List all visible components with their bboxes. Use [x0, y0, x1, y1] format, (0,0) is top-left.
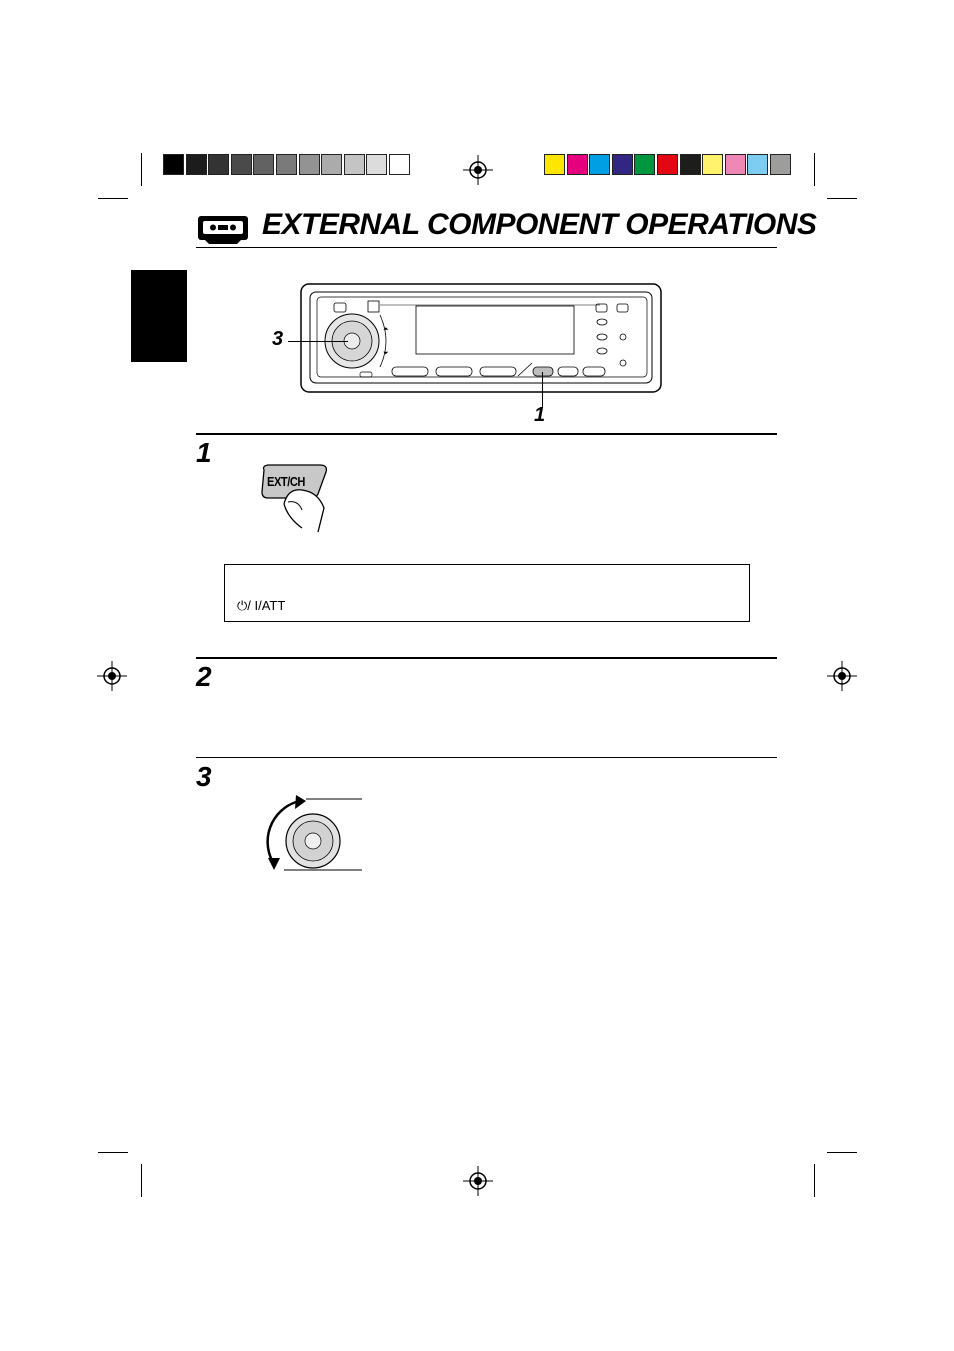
step-1-divider	[196, 433, 777, 435]
callout-button-number: 1	[534, 404, 546, 426]
color-swatch	[680, 154, 701, 175]
callout-line-button	[542, 372, 543, 408]
svg-text:⏷: ⏷	[383, 349, 389, 357]
svg-text:⏶: ⏶	[383, 325, 389, 333]
step-2-divider	[196, 657, 777, 659]
color-swatch	[634, 154, 655, 175]
gray-swatch	[186, 154, 207, 175]
step-2-number: 2	[196, 661, 212, 692]
crop-mark-top-left-h	[98, 198, 128, 199]
crop-mark-bottom-right-h	[827, 1152, 857, 1153]
ext-ch-button-label: EXT/CH	[267, 474, 305, 489]
color-swatch	[770, 154, 791, 175]
cassette-icon	[197, 215, 249, 245]
finger-pressing-button-illustration	[258, 462, 338, 534]
color-swatch	[589, 154, 610, 175]
crop-mark-bottom-left-v	[141, 1164, 142, 1197]
car-stereo-faceplate-diagram	[300, 283, 662, 393]
crop-mark-top-left-v	[141, 153, 142, 186]
callout-line-dial	[288, 341, 348, 342]
registration-target-top	[463, 155, 493, 185]
note-box	[224, 564, 750, 622]
gray-swatch	[231, 154, 252, 175]
page-title: EXTERNAL COMPONENT OPERATIONS	[262, 208, 817, 241]
gray-swatch	[321, 154, 342, 175]
registration-target-right	[827, 661, 857, 691]
title-underline	[196, 247, 777, 248]
color-swatch	[747, 154, 768, 175]
section-tab	[131, 270, 187, 362]
gray-swatch	[163, 154, 184, 175]
registration-target-bottom	[463, 1166, 493, 1196]
registration-target-left	[97, 661, 127, 691]
color-swatch	[612, 154, 633, 175]
gray-swatch	[344, 154, 365, 175]
gray-swatch	[389, 154, 410, 175]
control-dial-rotate-illustration	[262, 792, 366, 876]
step-1-number: 1	[196, 437, 212, 468]
power-attenuation-button-label: ⏻/ I/ATT	[237, 598, 286, 613]
gray-swatch	[208, 154, 229, 175]
crop-mark-bottom-right-v	[814, 1164, 815, 1197]
crop-mark-top-right-h	[827, 198, 857, 199]
color-swatch	[567, 154, 588, 175]
step-3-divider	[196, 757, 777, 758]
crop-mark-top-right-v	[814, 153, 815, 186]
gray-swatch	[276, 154, 297, 175]
gray-swatch	[366, 154, 387, 175]
crop-mark-bottom-left-h	[98, 1152, 128, 1153]
gray-swatch	[253, 154, 274, 175]
color-swatch	[657, 154, 678, 175]
color-swatch	[725, 154, 746, 175]
color-swatch	[544, 154, 565, 175]
gray-swatch	[299, 154, 320, 175]
color-swatch	[702, 154, 723, 175]
callout-dial-number: 3	[272, 328, 284, 350]
step-3-number: 3	[196, 761, 212, 792]
